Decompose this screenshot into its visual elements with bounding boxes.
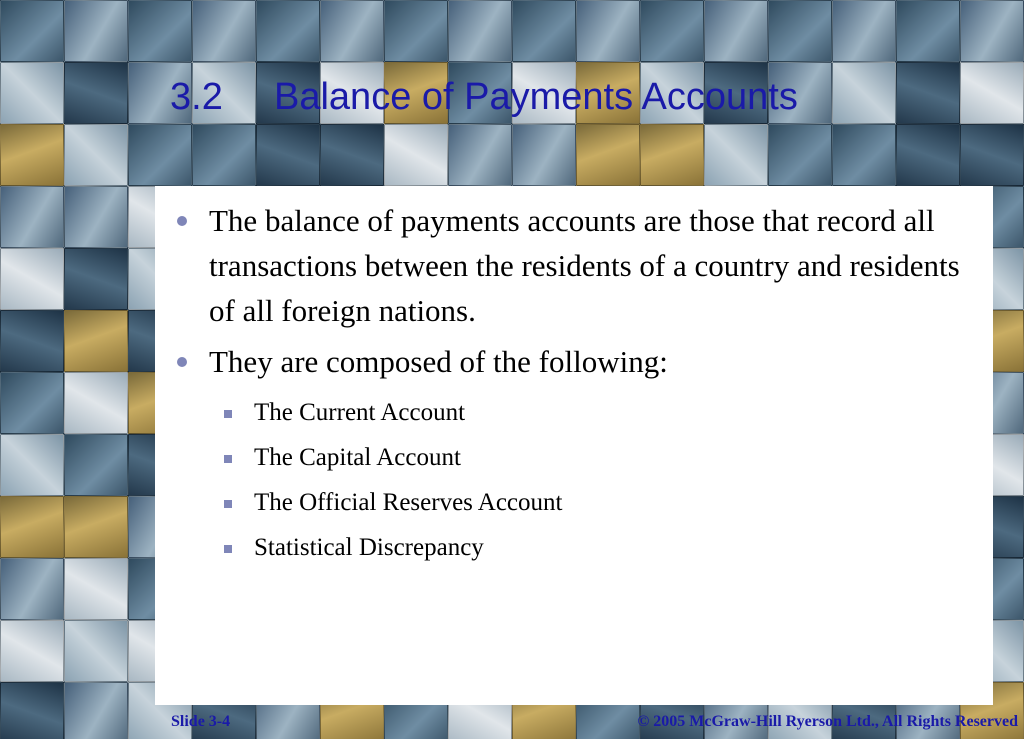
bullet-dot-icon bbox=[177, 216, 187, 226]
mosaic-tile bbox=[448, 124, 512, 186]
mosaic-tile bbox=[576, 0, 640, 62]
mosaic-tile bbox=[448, 0, 512, 62]
mosaic-tile bbox=[64, 620, 128, 682]
mosaic-tile bbox=[704, 0, 768, 62]
mosaic-tile bbox=[0, 124, 64, 186]
mosaic-tile bbox=[960, 62, 1024, 124]
content-panel bbox=[155, 186, 993, 705]
mosaic-tile bbox=[832, 0, 896, 62]
bullet-text: The balance of payments accounts are those that record all transactions between the residents of a country and residents of all foreign nations. bbox=[209, 203, 960, 328]
mosaic-tile bbox=[320, 124, 384, 186]
sub-bullet-text: The Capital Account bbox=[254, 444, 461, 471]
mosaic-tile bbox=[640, 0, 704, 62]
mosaic-tile bbox=[128, 124, 192, 186]
mosaic-tile bbox=[768, 0, 832, 62]
mosaic-tile bbox=[256, 0, 320, 62]
square-bullet-icon bbox=[224, 545, 232, 553]
mosaic-tile bbox=[768, 124, 832, 186]
mosaic-tile bbox=[64, 0, 128, 62]
mosaic-tile bbox=[64, 372, 128, 434]
sub-bullet-text: The Current Account bbox=[254, 399, 466, 426]
bullet-list bbox=[173, 198, 973, 570]
mosaic-tile bbox=[896, 0, 960, 62]
square-bullet-icon bbox=[224, 455, 232, 463]
bullet-text: They are composed of the following: bbox=[209, 344, 668, 379]
mosaic-tile bbox=[192, 124, 256, 186]
mosaic-tile bbox=[64, 434, 128, 496]
bullet-item bbox=[173, 198, 973, 333]
mosaic-tile bbox=[576, 124, 640, 186]
mosaic-tile bbox=[512, 0, 576, 62]
square-bullet-icon bbox=[224, 500, 232, 508]
bullet-dot-icon bbox=[177, 357, 187, 367]
mosaic-tile bbox=[64, 558, 128, 620]
mosaic-tile bbox=[704, 124, 768, 186]
sub-bullet-list bbox=[173, 390, 973, 570]
mosaic-tile bbox=[64, 496, 128, 558]
mosaic-tile bbox=[0, 62, 64, 124]
mosaic-tile bbox=[384, 0, 448, 62]
sub-bullet-item bbox=[173, 435, 973, 480]
mosaic-tile bbox=[0, 0, 64, 62]
sub-bullet-item bbox=[173, 390, 973, 435]
sub-bullet-group bbox=[173, 390, 973, 570]
mosaic-tile bbox=[192, 0, 256, 62]
mosaic-tile bbox=[128, 0, 192, 62]
mosaic-tile bbox=[0, 186, 64, 248]
mosaic-tile bbox=[960, 0, 1024, 62]
mosaic-tile bbox=[0, 310, 64, 372]
mosaic-tile bbox=[0, 620, 64, 682]
sub-bullet-text: The Official Reserves Account bbox=[254, 489, 563, 516]
mosaic-tile bbox=[640, 124, 704, 186]
mosaic-tile bbox=[0, 558, 64, 620]
mosaic-tile bbox=[896, 62, 960, 124]
copyright-notice: © 2005 McGraw-Hill Ryerson Ltd., All Rights Reserved bbox=[637, 713, 1018, 730]
mosaic-tile bbox=[384, 124, 448, 186]
mosaic-tile bbox=[0, 248, 64, 310]
slide-number: Slide 3-4 bbox=[171, 713, 231, 730]
mosaic-tile bbox=[832, 62, 896, 124]
mosaic-tile bbox=[896, 124, 960, 186]
mosaic-tile bbox=[0, 496, 64, 558]
square-bullet-icon bbox=[224, 410, 232, 418]
title-number: 3.2 bbox=[170, 76, 223, 118]
mosaic-tile bbox=[64, 248, 128, 310]
sub-bullet-item bbox=[173, 525, 973, 570]
mosaic-tile bbox=[256, 124, 320, 186]
slide-footer bbox=[0, 705, 1024, 739]
bullet-item bbox=[173, 339, 973, 384]
mosaic-tile bbox=[0, 434, 64, 496]
mosaic-tile bbox=[832, 124, 896, 186]
mosaic-tile bbox=[0, 372, 64, 434]
sub-bullet-text: Statistical Discrepancy bbox=[254, 534, 484, 561]
mosaic-tile bbox=[512, 124, 576, 186]
mosaic-tile bbox=[64, 186, 128, 248]
mosaic-tile bbox=[64, 124, 128, 186]
mosaic-tile bbox=[960, 124, 1024, 186]
slide-title bbox=[170, 76, 798, 119]
mosaic-tile bbox=[64, 310, 128, 372]
mosaic-tile bbox=[320, 0, 384, 62]
title-text: Balance of Payments Accounts bbox=[274, 76, 798, 118]
mosaic-tile bbox=[64, 62, 128, 124]
sub-bullet-item bbox=[173, 480, 973, 525]
